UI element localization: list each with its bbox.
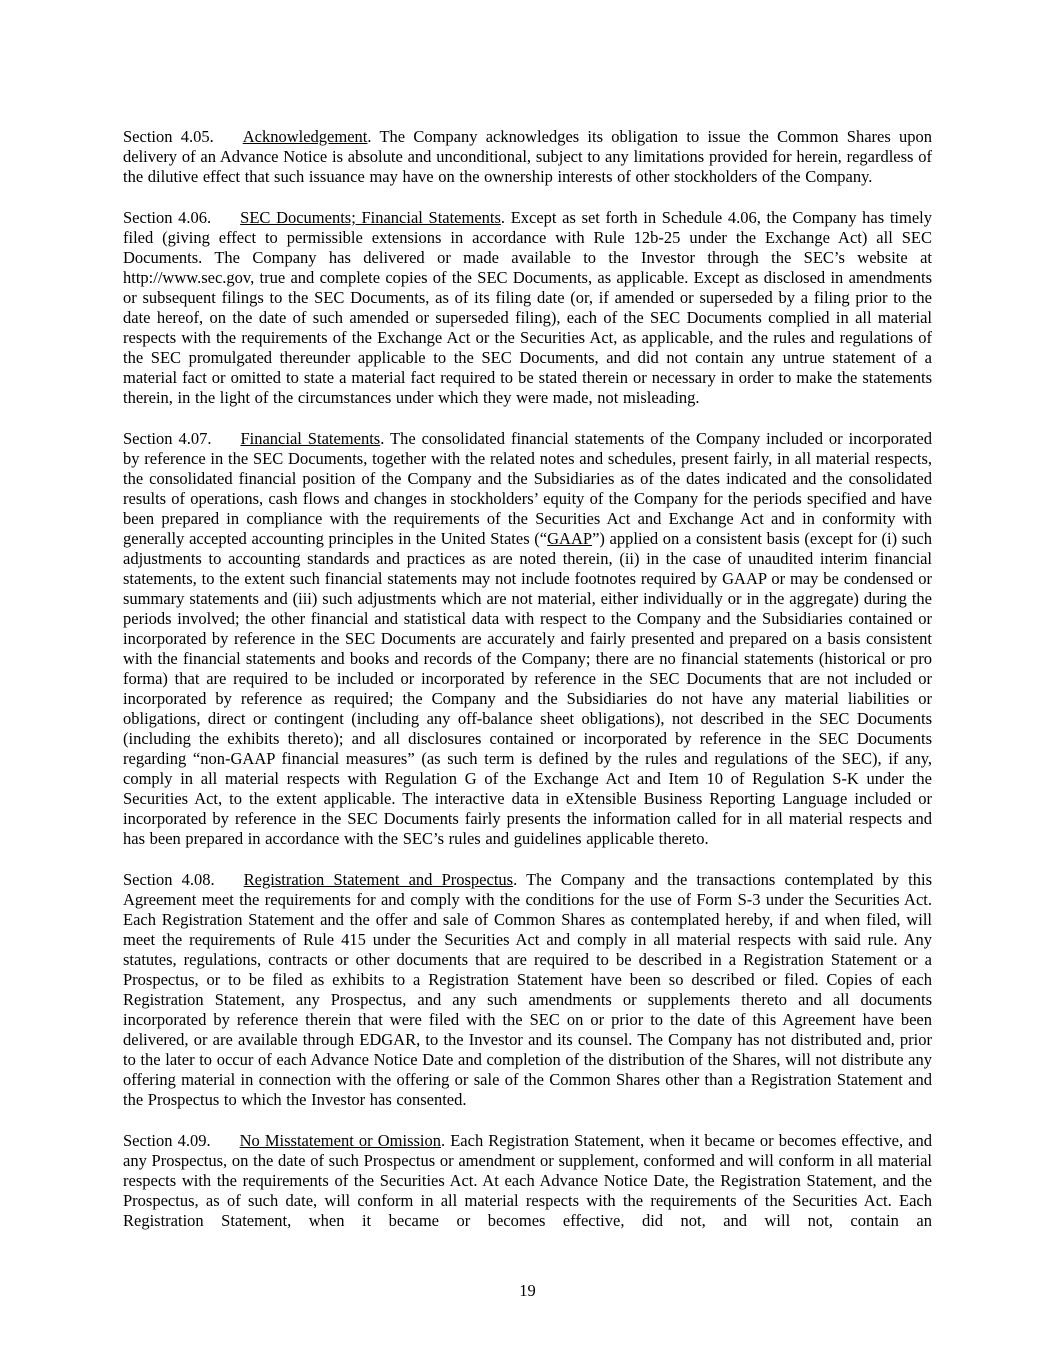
section-body-text: . Except as set forth in Schedule 4.06, the Company has timely filed (giving effect to permissible extensions in accordance with Rule 12b-25 under the Exchange Act) all SEC Documents. The Company has delivered or made available to the Investor through the SEC’s website at http://www.sec.gov, true and complete copies of the SEC Documents, as applicable. Except as disclosed in amendments or subsequent filings to the SEC Documents, as of its filing date (or, if amended or superseded by a filing prior to the date hereof, on the date of such amended or superseded filing), each of the SEC Documents complied in all material respects with the requirements of the Exchange Act or the Securities Act, as applicable, and the rules and regulations of the SEC promulgated thereunder applicable to the SEC Documents, and did not contain any untrue statement of a material fact or omitted to state a material fact required to be stated therein or necessary in order to make the statements therein, in the light of the circumstances under which they were made, not misleading. bbox=[123, 208, 932, 407]
section-label: Section 4.09. bbox=[123, 1131, 211, 1150]
section-title: Financial Statements bbox=[240, 429, 381, 448]
section-paragraph-4-07 bbox=[123, 429, 932, 849]
section-label: Section 4.06. bbox=[123, 208, 212, 227]
section-title: SEC Documents; Financial Statements bbox=[240, 208, 501, 227]
section-body-text: . The Company acknowledges its obligation to issue the Common Shares upon delivery of an Advance Notice is absolute and unconditional, subject to any limitations provided for herein, regardless of the dilutive effect that such issuance may have on the ownership interests of other stockholders of the Company. bbox=[123, 127, 932, 186]
section-paragraph-4-09 bbox=[123, 1131, 932, 1231]
section-label: Section 4.05. bbox=[123, 127, 214, 146]
section-body-text-continued: ”) applied on a consistent basis (except for (i) such adjustments to accounting standards and practices as are noted therein, (ii) in the case of unaudited interim financial statements, to the extent such financial statements may not include footnotes required by GAAP or may be condensed or summary statements and (iii) such adjustments which are not material, either individually or in the aggregate) during the periods involved; the other financial and statistical data with respect to the Company and the Subsidiaries contained or incorporated by reference in the SEC Documents are accurately and fairly presented and prepared on a basis consistent with the financial statements and books and records of the Company; there are no financial statements (historical or pro forma) that are required to be included or incorporated by reference in the SEC Documents that are not included or incorporated by reference as required; the Company and the Subsidiaries do not have any material liabilities or obligations, direct or contingent (including any off-balance sheet obligations), not described in the SEC Documents (including the exhibits thereto); and all disclosures contained or incorporated by reference in the SEC Documents regarding “non-GAAP financial measures” (as such term is defined by the rules and regulations of the SEC), if any, comply in all material respects with Regulation G of the Exchange Act and Item 10 of Regulation S-K under the Securities Act, to the extent applicable. The interactive data in eXtensible Business Reporting Language included or incorporated by reference in the SEC Documents fairly presents the information called for in all material respects and has been prepared in accordance with the SEC’s rules and guidelines applicable thereto. bbox=[123, 529, 932, 848]
section-paragraph-4-08 bbox=[123, 870, 932, 1110]
section-paragraph-4-06 bbox=[123, 208, 932, 408]
section-body-text: . The Company and the transactions contemplated by this Agreement meet the requirements for and comply with the conditions for the use of Form S-3 under the Securities Act. Each Registration Statement and the offer and sale of Common Shares as contemplated hereby, if and when filed, will meet the requirements of Rule 415 under the Securities Act and comply in all material respects with said rule. Any statutes, regulations, contracts or other documents that are required to be described in a Registration Statement or a Prospectus, or to be filed as exhibits to a Registration Statement have been so described or filed. Copies of each Registration Statement, any Prospectus, and any such amendments or supplements thereto and all documents incorporated by reference therein that were filed with the SEC on or prior to the date of this Agreement have been delivered, or are available through EDGAR, to the Investor and its counsel. The Company has not distributed and, prior to the later to occur of each Advance Notice Date and completion of the distribution of the Shares, will not distribute any offering material in connection with the offering or sale of the Common Shares other than a Registration Statement and the Prospectus to which the Investor has consented. bbox=[123, 870, 932, 1109]
section-title: Acknowledgement bbox=[242, 127, 368, 146]
section-body-text: . Each Registration Statement, when it became or becomes effective, and any Prospectus, on the date of such Prospectus or amendment or supplement, conformed and will conform in all material respects with the requirements of the Securities Act. At each Advance Notice Date, the Registration Statement, and the Prospectus, as of such date, will conform in all material respects with the requirements of the Securities Act. Each Registration Statement, when it became or becomes effective, did not, and will not, contain an bbox=[123, 1131, 932, 1230]
section-label: Section 4.07. bbox=[123, 429, 212, 448]
section-title: No Misstatement or Omission bbox=[239, 1131, 441, 1150]
section-paragraph-4-05 bbox=[123, 127, 932, 187]
section-body-text: . The consolidated financial statements of the Company included or incorporated by reference in the SEC Documents, together with the related notes and schedules, present fairly, in all material respects, the consolidated financial position of the Company and the Subsidiaries as of the dates indicated and the consolidated results of operations, cash flows and changes in stockholders’ equity of the Company for the periods specified and have been prepared in compliance with the requirements of the Securities Act and Exchange Act and in conformity with generally accepted accounting principles in the United States (“ bbox=[123, 429, 932, 548]
page-number: 19 bbox=[519, 1281, 536, 1300]
section-title: Registration Statement and Prospectus bbox=[243, 870, 514, 889]
section-label: Section 4.08. bbox=[123, 870, 215, 889]
document-body bbox=[123, 127, 932, 1252]
gaap-defined-term: GAAP bbox=[547, 529, 593, 548]
